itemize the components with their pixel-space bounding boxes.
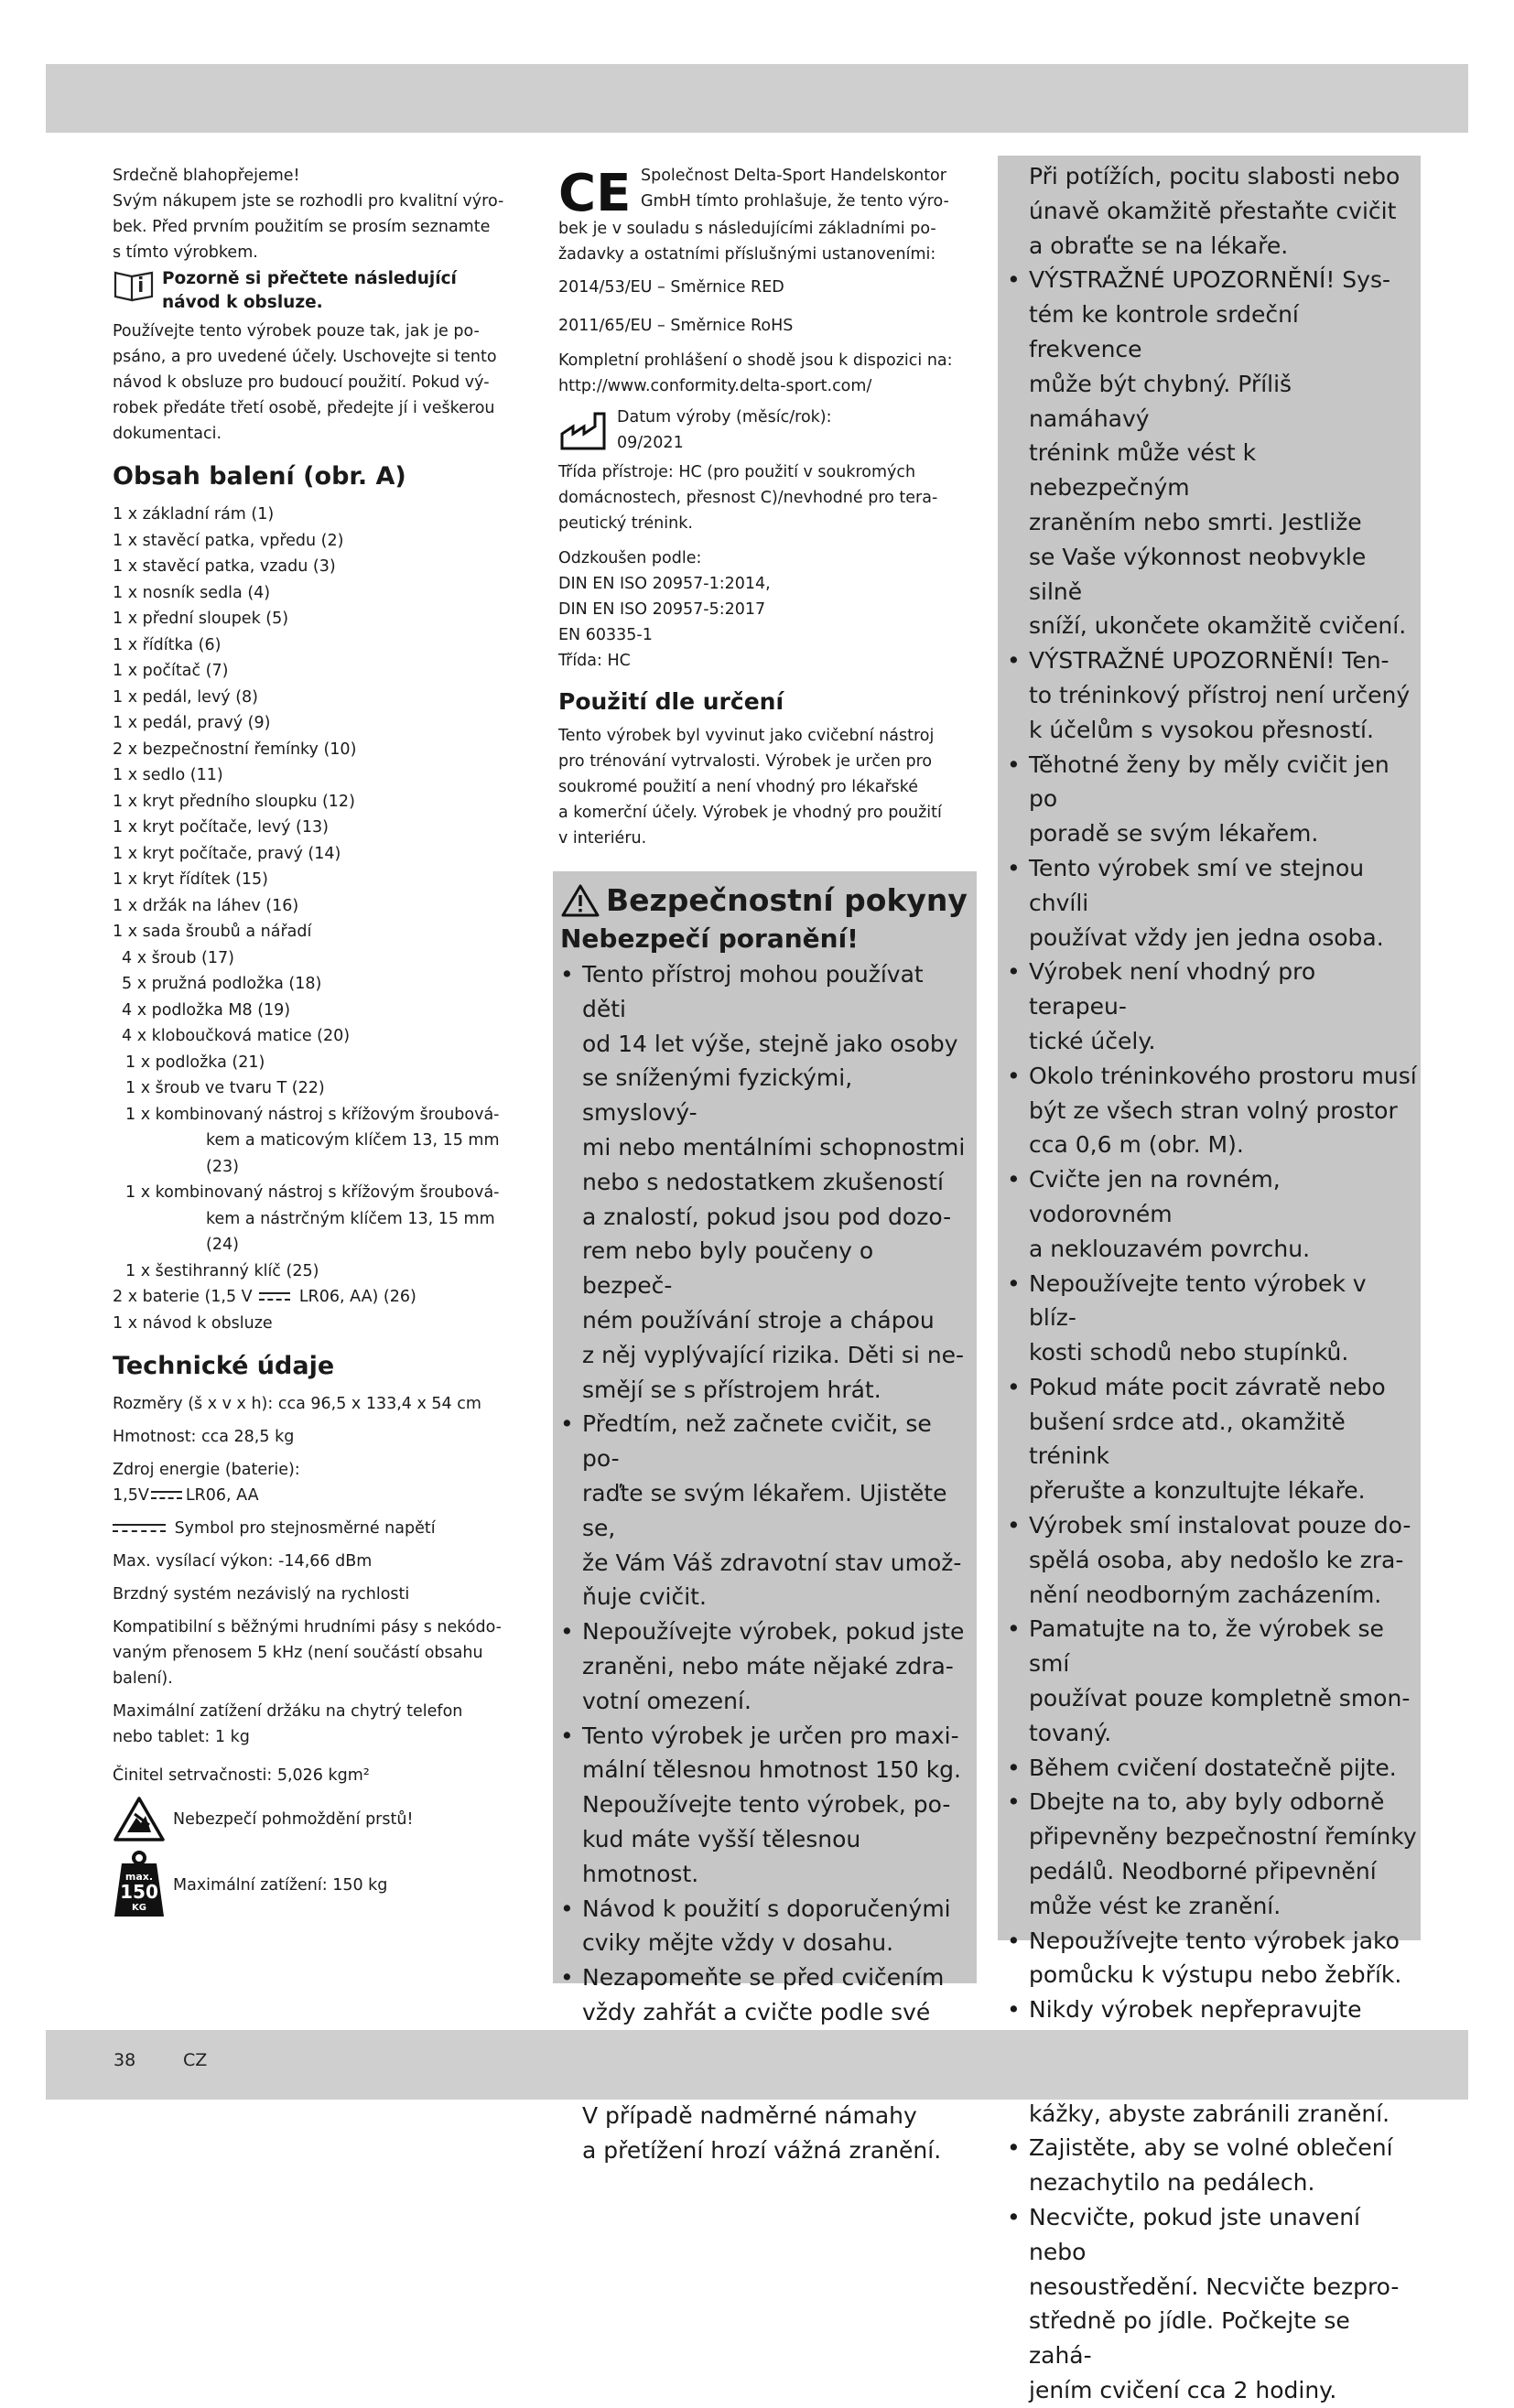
warning-triangle-icon: [560, 883, 600, 918]
safety-line: a znalostí, pokud jsou pod dozo-: [582, 1203, 952, 1230]
dc-symbol-icon: [259, 1290, 290, 1303]
safety-line: • Předtím, než začnete cvičit, se po-: [582, 1410, 932, 1473]
safety-line: • VÝSTRAŽNÉ UPOZORNĚNÍ! Ten-: [1029, 647, 1390, 675]
safety-line: a přetížení hrozí vážná zranění.: [582, 2137, 942, 2165]
intended-line: a komerční účely. Výrobek je vhodný pro použití: [558, 804, 942, 822]
conformity-line: Kompletní prohlášení o shodě jsou k dispozici na:: [558, 351, 953, 370]
column-1: [113, 163, 524, 1920]
safety-heading: [560, 882, 970, 919]
safety-lead: [1007, 159, 1419, 263]
safety-line: • Nezapomeňte se před cvičením: [582, 1964, 945, 1992]
safety-line: • Nikdy výrobek nepřepravujte: [1029, 1996, 1362, 2024]
safety-item: [560, 1719, 970, 1892]
safety-line: tém ke kontrole srdeční frekvence: [1029, 301, 1299, 362]
safety-line: • Výrobek smí instalovat pouze do-: [1029, 1512, 1411, 1539]
tech-heading: Technické údaje: [113, 1352, 335, 1380]
list-item: [113, 1102, 524, 1181]
header-band: [46, 64, 1468, 133]
tested-line: Odzkoušen podle:: [558, 549, 702, 567]
weight: Hmotnost: cca 28,5 kg: [113, 1428, 295, 1446]
phone-holder-line: nebo tablet: 1 kg: [113, 1728, 250, 1746]
safety-item: [1007, 1508, 1419, 1612]
safety-item: [1007, 1751, 1419, 1786]
safety-line: cviky mějte vždy v dosahu.: [582, 1929, 894, 1957]
safety-line: • VÝSTRAŽNÉ UPOZORNĚNÍ! Sys-: [1029, 266, 1391, 294]
safety-item: [1007, 748, 1419, 851]
safety-item: [1007, 1612, 1419, 1750]
danger-heading: Nebezpečí poranění!: [560, 923, 859, 954]
column-2: [558, 163, 966, 851]
list-item: 1 x řídítka (6): [113, 635, 222, 654]
usage-line: návod k obsluze pro budoucí použití. Pokud vý-: [113, 373, 490, 392]
safety-line: V případě nadměrné námahy: [582, 2102, 917, 2130]
safety-line: Při potížích, pocitu slabosti nebo: [1029, 163, 1400, 189]
power-label: Zdroj energie (baterie):: [113, 1461, 300, 1479]
list-item: 1 x pedál, pravý (9): [113, 714, 271, 732]
safety-line: pedálů. Neodborné připevnění: [1029, 1858, 1377, 1885]
list-item-line: 1 x kombinovaný nástroj s křížovým šroubová-: [125, 1105, 500, 1124]
weight-icon-kg: KG: [132, 1903, 146, 1913]
safety-line: votní omezení.: [582, 1687, 752, 1714]
language-code: CZ: [183, 2050, 208, 2070]
list-item: 4 x kloboučková matice (20): [122, 1027, 351, 1045]
safety-line: sníží, ukončete okamžitě cvičení.: [1029, 612, 1407, 640]
device-class-line: Třída přístroje: HC (pro použití v soukromých: [558, 463, 916, 481]
list-item: 4 x podložka M8 (19): [122, 1000, 291, 1020]
safety-line: ném používání stroje a chápou: [582, 1306, 935, 1334]
safety-item: [1007, 2200, 1419, 2408]
list-item: 1 x sada šroubů a nářadí: [113, 923, 312, 941]
list-item: 1 x stavěcí patka, vpředu (2): [113, 531, 344, 550]
safety-item: [1007, 955, 1419, 1058]
safety-line: to tréninkový přístroj není určený: [1029, 681, 1411, 708]
safety-item: [560, 957, 970, 1407]
compat-line: balení).: [113, 1669, 173, 1688]
safety-line: • Během cvičení dostatečně pijte.: [1029, 1754, 1397, 1781]
list-item: 1 x šestihranný klíč (25): [125, 1261, 319, 1280]
safety-line: kážky, abyste zabránili zranění.: [1029, 2100, 1390, 2127]
intro-line: bek. Před prvním použitím se prosím seznamte: [113, 218, 491, 236]
pinch-hazard-icon: [113, 1796, 166, 1843]
contents-list: [113, 502, 524, 1336]
safety-line: rem nebo byly poučeny o bezpeč-: [582, 1237, 874, 1300]
safety-item: [1007, 1785, 1419, 1923]
intended-line: Tento výrobek byl vyvinut jako cvičební nástroj: [558, 727, 935, 745]
power-suffix: LR06, AA: [185, 1486, 259, 1505]
safety-line: středně po jídle. Počkejte se zahá-: [1029, 2307, 1350, 2370]
safety-line: tické účely.: [1029, 1027, 1156, 1054]
list-item: 5 x pružná podložka (18): [122, 975, 322, 993]
factory-date-icon: [558, 408, 610, 452]
intended-line: soukromé použití a není vhodný pro lékařské: [558, 778, 919, 796]
safety-line: mální tělesnou hmotnost 150 kg.: [582, 1756, 961, 1784]
safety-line: může vést ke zranění.: [1029, 1892, 1281, 1919]
max-weight-icon: [113, 1851, 166, 1920]
safety-line: • Okolo tréninkového prostoru musí: [1029, 1062, 1417, 1089]
list-item: 1 x kryt řídítek (15): [113, 870, 269, 889]
safety-item: [1007, 851, 1419, 955]
safety-line: kud máte vyšší tělesnou hmotnost.: [582, 1825, 861, 1887]
list-item: 1 x základní rám (1): [113, 505, 275, 524]
safety-line: • Nepoužívejte výrobek, pokud jste: [582, 1618, 965, 1646]
ce-line: GmbH tímto prohlašuje, že tento výro-: [641, 192, 949, 211]
power-value: [113, 1483, 524, 1508]
list-item: 1 x pedál, levý (8): [113, 687, 259, 707]
safety-line: být ze všech stran volný prostor: [1029, 1096, 1398, 1124]
brake: Brzdný systém nezávislý na rychlosti: [113, 1585, 410, 1604]
safety-line: • Tento přístroj mohou používat děti: [582, 961, 924, 1022]
list-item: 1 x počítač (7): [113, 662, 229, 680]
list-item: [113, 1284, 524, 1311]
safety-item: [1007, 2131, 1419, 2200]
list-item: 1 x kryt předního sloupku (12): [113, 792, 355, 811]
read-manual-note: [113, 267, 524, 315]
max-load-row: [113, 1851, 524, 1920]
device-class-line: domácnostech, přesnost C)/nevhodné pro tera-: [558, 489, 938, 507]
list-item-line: 1 x kombinovaný nástroj s křížovým šroubová-: [125, 1183, 500, 1202]
safety-item: [560, 1614, 970, 1718]
tested-line: Třída: HC: [558, 652, 631, 670]
safety-line: trénink může vést k nebezpečným: [1029, 439, 1257, 502]
safety-line: únavě okamžitě přestaňte cvičit: [1029, 197, 1397, 224]
intro-line: Svým nákupem jste se rozhodli pro kvalitní výro-: [113, 192, 504, 211]
safety-instructions: [560, 877, 970, 2168]
safety-line: kosti schodů nebo stupínků.: [1029, 1339, 1349, 1366]
safety-line: • Zajistěte, aby se volné oblečení: [1029, 2134, 1393, 2162]
compat-line: Kompatibilní s běžnými hrudními pásy s nekódo-: [113, 1618, 502, 1636]
safety-line: spělá osoba, aby nedošlo ke zra-: [1029, 1546, 1404, 1573]
safety-line: zraněni, nebo máte nějaké zdra-: [582, 1652, 954, 1679]
production-date-label: Datum výroby (měsíc/rok):: [617, 408, 832, 427]
battery-prefix: 2 x baterie (1,5 V: [113, 1288, 253, 1306]
contents-heading: Obsah balení (obr. A): [113, 462, 406, 491]
safety-line: • Pokud máte pocit závratě nebo: [1029, 1373, 1386, 1400]
safety-line: používat vždy jen jedna osoba.: [1029, 923, 1384, 951]
safety-line: • Cvičte jen na rovném, vodorovném: [1029, 1166, 1281, 1227]
safety-line: se Vaše výkonnost neobvykle silně: [1029, 543, 1367, 605]
safety-item: [560, 1892, 970, 1961]
dc-symbol-icon: [113, 1522, 166, 1535]
list-item-line: kem a nástrčným klíčem 13, 15 mm (24): [206, 1209, 495, 1254]
ce-line: Společnost Delta-Sport Handelskontor: [641, 167, 946, 185]
list-item: 1 x držák na láhev (16): [113, 896, 299, 915]
list-item: 1 x stavěcí patka, vzadu (3): [113, 557, 336, 576]
safety-item: [1007, 1924, 1419, 1993]
safety-item: [1007, 1162, 1419, 1266]
safety-line: raďte se svým lékařem. Ujistěte se,: [582, 1479, 947, 1541]
weight-icon-150: 150: [120, 1881, 158, 1903]
battery-suffix: LR06, AA) (26): [298, 1288, 416, 1306]
safety-item: [1007, 643, 1419, 747]
safety-line: používat pouze kompletně smon-: [1029, 1685, 1411, 1712]
list-item: 1 x nosník sedla (4): [113, 583, 271, 602]
safety-item: [1007, 1059, 1419, 1162]
list-item-line: kem a maticovým klíčem 13, 15 mm (23): [206, 1131, 500, 1176]
usage-line: psáno, a pro uvedené účely. Uschovejte si tento: [113, 348, 497, 366]
safety-line: nezachytilo na pedálech.: [1029, 2169, 1315, 2197]
list-item: 1 x návod k obsluze: [113, 1313, 273, 1333]
ce-declaration: [558, 163, 966, 267]
safety-line: pomůcku k výstupu nebo žebřík.: [1029, 1961, 1402, 1989]
safety-line: poradě se svým lékařem.: [1029, 820, 1319, 848]
safety-line: cca 0,6 m (obr. M).: [1029, 1131, 1244, 1159]
safety-line: zraněním nebo smrti. Jestliže: [1029, 508, 1362, 535]
dc-legend: [113, 1516, 524, 1541]
list-item: 1 x sedlo (11): [113, 766, 223, 784]
safety-item: [1007, 1267, 1419, 1370]
list-item: 1 x kryt počítače, levý (13): [113, 818, 329, 837]
usage-line: robek předáte třetí osobě, předejte jí i veškerou: [113, 399, 495, 417]
ce-line: žadavky a ostatními příslušnými ustanoveními:: [558, 245, 936, 264]
manual-book-icon: [113, 269, 155, 302]
safety-item: [560, 1407, 970, 1614]
list-item: 4 x šroub (17): [122, 948, 234, 967]
safety-line: • Návod k použití s doporučenými: [582, 1895, 951, 1922]
safety-line: vždy zahřát a cvičte podle své: [582, 1998, 931, 2025]
directive-red: 2014/53/EU – Směrnice RED: [558, 278, 784, 297]
safety-line: od 14 let výše, stejně jako osoby: [582, 1030, 958, 1057]
safety-line: • Necvičte, pokud jste unavení nebo: [1029, 2204, 1360, 2265]
max-power: Max. vysílací výkon: -14,66 dBm: [113, 1552, 373, 1571]
safety-line: • Těhotné ženy by měly cvičit jen po: [1029, 750, 1390, 813]
pinch-warning: [113, 1796, 524, 1843]
safety-heading-text: Bezpečnostní pokyny: [606, 882, 968, 918]
device-class-line: peutický trénink.: [558, 514, 693, 533]
safety-line: ňuje cvičit.: [582, 1583, 707, 1611]
safety-item: [1007, 1370, 1419, 1508]
usage-line: Používejte tento výrobek pouze tak, jak je po-: [113, 322, 480, 340]
safety-line: přerušte a konzultujte lékaře.: [1029, 1477, 1366, 1505]
safety-line: nění neodborným zacházením.: [1029, 1581, 1382, 1608]
pinch-text: Nebezpečí pohmoždění prstů!: [173, 1810, 414, 1829]
safety-line: smějí se s přístrojem hrát.: [582, 1376, 881, 1403]
ce-mark-text: CE: [558, 167, 632, 216]
safety-line: nesoustředění. Necvičte bezpro-: [1029, 2273, 1400, 2300]
max-load-text: Maximální zatížení: 150 kg: [173, 1876, 388, 1895]
safety-line: • Tento výrobek je určen pro maxi-: [582, 1722, 959, 1749]
conformity-link[interactable]: http://www.conformity.delta-sport.com/: [558, 377, 872, 395]
intro-line: s tímto výrobkem.: [113, 243, 258, 262]
tested-line: DIN EN ISO 20957-1:2014,: [558, 575, 771, 593]
usage-line: dokumentaci.: [113, 425, 222, 443]
intended-line: v interiéru.: [558, 829, 647, 848]
intended-line: pro trénování vytrvalosti. Výrobek je určen pro: [558, 752, 933, 771]
list-item: 1 x kryt počítače, pravý (14): [113, 844, 341, 863]
safety-line: Nepoužívejte tento výrobek, po-: [582, 1791, 951, 1819]
list-item: 1 x přední sloupek (5): [113, 610, 289, 628]
safety-line: bušení srdce atd., okamžitě trénink: [1029, 1408, 1346, 1470]
safety-line: připevněny bezpečnostní řemínky: [1029, 1823, 1417, 1851]
safety-line: a neklouzavém povrchu.: [1029, 1235, 1311, 1262]
list-item: [113, 1180, 524, 1258]
list-item: 1 x šroub ve tvaru T (22): [125, 1079, 325, 1097]
ce-line: bek je v souladu s následujícími základními po-: [558, 220, 936, 238]
power-prefix: 1,5V: [113, 1486, 149, 1505]
ce-mark-icon: [558, 167, 632, 216]
inertia: Činitel setrvačnosti: 5,026 kgm²: [113, 1766, 370, 1785]
tested-line: DIN EN ISO 20957-5:2017: [558, 600, 766, 619]
production-date: [558, 405, 966, 456]
safety-line: • Výrobek není vhodný pro terapeu-: [1029, 958, 1316, 1020]
safety-line: jením cvičení cca 2 hodiny.: [1029, 2377, 1337, 2403]
safety-line: může být chybný. Příliš namáhavý: [1029, 370, 1292, 432]
list-item: 1 x podložka (21): [125, 1053, 265, 1072]
compat-line: vaným přenosem 5 kHz (není součástí obsahu: [113, 1644, 483, 1662]
intro-line: Srdečně blahopřejeme!: [113, 167, 300, 185]
safety-line: nebo s nedostatkem zkušeností: [582, 1168, 944, 1195]
production-date-value: 09/2021: [617, 434, 684, 452]
tested-line: EN 60335-1: [558, 626, 653, 644]
safety-line: se sníženými fyzickými, smyslový-: [582, 1064, 853, 1127]
manual-note-line: Pozorně si přečtete následující: [162, 269, 457, 288]
dc-legend-text: Symbol pro stejnosměrné napětí: [174, 1519, 436, 1538]
safety-line: • Nepoužívejte tento výrobek v blíz-: [1029, 1269, 1367, 1332]
safety-line: mi nebo mentálními schopnostmi: [582, 1133, 966, 1161]
weight-icon-max: max.: [124, 1871, 154, 1883]
page-number: 38: [114, 2050, 136, 2070]
dimensions: Rozměry (š x v x h): cca 96,5 x 133,4 x 54 cm: [113, 1395, 481, 1413]
phone-holder-line: Maximální zatížení držáku na chytrý telefon: [113, 1702, 463, 1721]
safety-line: z něj vyplývající rizika. Děti si ne-: [582, 1341, 965, 1368]
intended-heading: Použití dle určení: [558, 688, 784, 715]
safety-line: • Pamatujte na to, že výrobek se smí: [1029, 1615, 1384, 1678]
safety-line: že Vám Váš zdravotní stav umož-: [582, 1549, 962, 1576]
dc-symbol-icon: [151, 1489, 182, 1502]
safety-line: a obraťte se na lékaře.: [1029, 232, 1289, 259]
safety-line: k účelům s vysokou přesností.: [1029, 716, 1374, 743]
safety-line: • Tento výrobek smí ve stejnou chvíli: [1029, 854, 1365, 916]
footer-band: [46, 2030, 1468, 2100]
list-item: 2 x bezpečnostní řemínky (10): [113, 740, 357, 759]
safety-line: • Dbejte na to, aby byly odborně: [1029, 1788, 1385, 1816]
manual-note-line: návod k obsluze.: [162, 293, 323, 312]
directive-rohs: 2011/65/EU – Směrnice RoHS: [558, 317, 794, 335]
safety-line: tovaný.: [1029, 1719, 1112, 1746]
safety-item: [1007, 263, 1419, 643]
safety-line: • Nepoužívejte tento výrobek jako: [1029, 1927, 1400, 1954]
